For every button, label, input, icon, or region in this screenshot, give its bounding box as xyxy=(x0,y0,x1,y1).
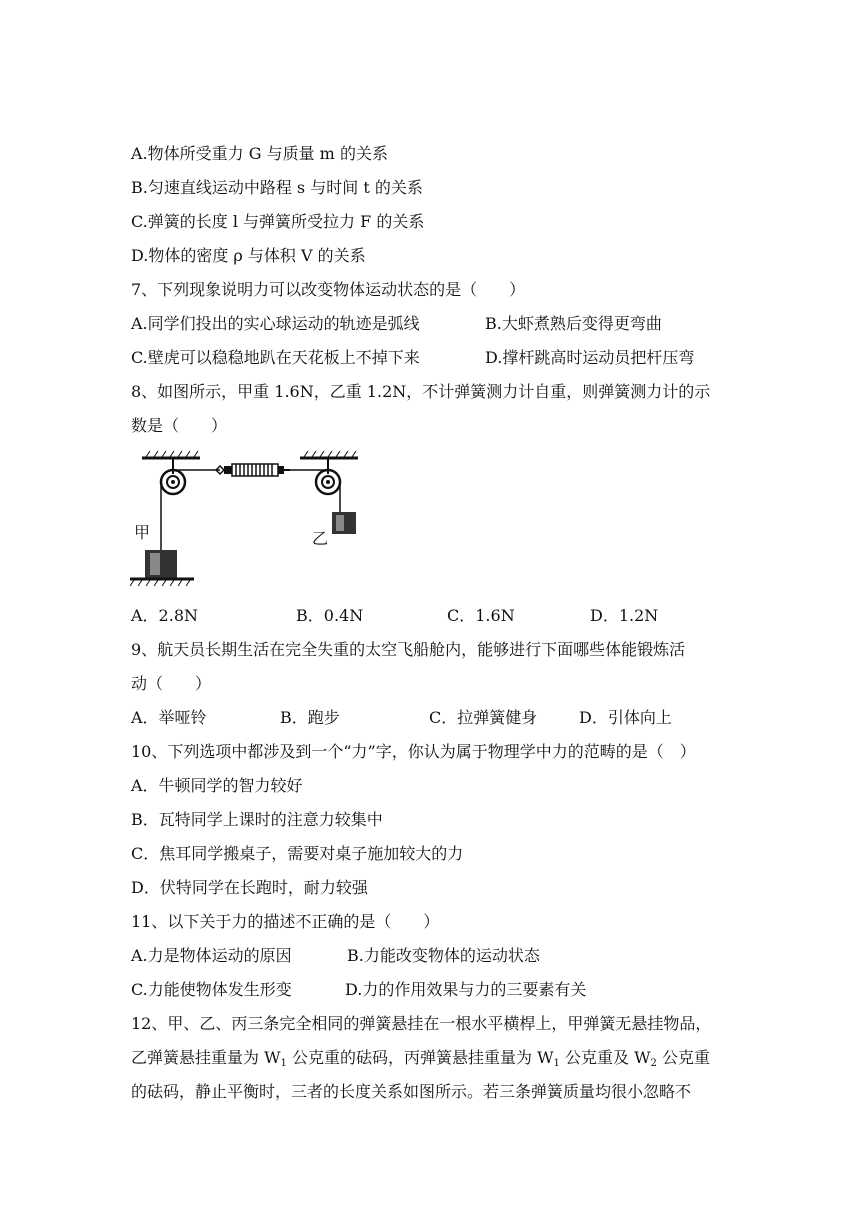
q12-subscript-1: 1 xyxy=(280,1058,287,1069)
q12-line2-part-b: 公克重的砝码，丙弹簧悬挂重量为 W xyxy=(286,1048,554,1067)
q12-line1: 12、甲、乙、丙三条完全相同的弹簧悬挂在一根水平横桿上，甲弹簧无悬挂物品， xyxy=(131,1014,712,1033)
q7-stem: 7、下列现象说明力可以改变物体运动状态的是（ ） xyxy=(131,280,526,299)
q8-option-d: D．1.2N xyxy=(590,606,659,625)
pulley-spring-scale-figure xyxy=(128,448,360,590)
label-jia: 甲 xyxy=(134,523,151,542)
q9-option-c: C．拉弹簧健身 xyxy=(429,708,538,727)
q10-option-d: D．伏特同学在长跑时，耐力较强 xyxy=(131,878,368,897)
q7-option-a: A.同学们投出的实心球运动的轨迹是弧线 xyxy=(131,314,420,333)
q8-option-c: C．1.6N xyxy=(447,606,515,625)
q6-option-a: A.物体所受重力 G 与质量 m 的关系 xyxy=(131,144,388,163)
q9-stem-line1: 9、航天员长期生活在完全失重的太空飞船舱内，能够进行下面哪些体能锻炼活 xyxy=(131,640,686,659)
q11-option-a: A.力是物体运动的原因 xyxy=(131,946,292,965)
q10-option-a: A．牛顿同学的智力较好 xyxy=(131,776,303,795)
q9-stem-line2: 动（ ） xyxy=(131,674,212,693)
q6-option-b: B.匀速直线运动中路程 s 与时间 t 的关系 xyxy=(131,178,423,197)
q10-option-c: C．焦耳同学搬桌子，需要对桌子施加较大的力 xyxy=(131,844,464,863)
q12-line3: 的砝码，静止平衡时，三者的长度关系如图所示。若三条弹簧质量均很小忽略不 xyxy=(131,1082,692,1101)
q12-line2-part-c: 公克重及 W xyxy=(559,1048,651,1067)
q7-option-d: D.撑杆跳高时运动员把杆压弯 xyxy=(485,348,695,367)
q7-option-c: C.壁虎可以稳稳地趴在天花板上不掉下来 xyxy=(131,348,420,367)
q7-option-b: B.大虾煮熟后变得更弯曲 xyxy=(485,314,662,333)
block-jia xyxy=(145,550,177,578)
q10-option-b: B．瓦特同学上课时的注意力较集中 xyxy=(131,810,383,829)
q11-stem: 11、以下关于力的描述不正确的是（ ） xyxy=(131,912,440,931)
q12-line2-part-a: 乙弹簧悬挂重量为 W xyxy=(131,1048,281,1067)
block-yi xyxy=(332,512,356,534)
q12-line2 xyxy=(131,1048,710,1068)
floor xyxy=(130,579,194,586)
q12-line2-part-d: 公克重 xyxy=(656,1048,711,1067)
q9-option-a: A．举哑铃 xyxy=(131,708,207,727)
q12-subscript-3: 2 xyxy=(650,1058,657,1069)
q8-stem-line1: 8、如图所示，甲重 1.6N，乙重 1.2N，不计弹簧测力计自重，则弹簧测力计的示 xyxy=(131,382,711,401)
q11-option-b: B.力能改变物体的运动状态 xyxy=(347,946,540,965)
q8-stem-line2: 数是（ ） xyxy=(131,416,228,435)
q12-subscript-2: 1 xyxy=(553,1058,560,1069)
q11-option-d: D.力的作用效果与力的三要素有关 xyxy=(345,980,587,999)
q11-option-c: C.力能使物体发生形变 xyxy=(131,980,292,999)
q9-option-d: D．引体向上 xyxy=(579,708,672,727)
q8-option-b: B．0.4N xyxy=(296,606,364,625)
q6-option-c: C.弹簧的长度 l 与弹簧所受拉力 F 的关系 xyxy=(131,212,425,231)
q8-option-a: A．2.8N xyxy=(131,606,199,625)
label-yi: 乙 xyxy=(312,529,329,548)
q9-option-b: B．跑步 xyxy=(280,708,340,727)
q6-option-d: D.物体的密度 ρ 与体积 V 的关系 xyxy=(131,246,366,265)
q10-stem: 10、下列选项中都涉及到一个“力”字，你认为属于物理学中力的范畴的是（ ） xyxy=(131,742,696,761)
spring-scale xyxy=(216,464,290,476)
